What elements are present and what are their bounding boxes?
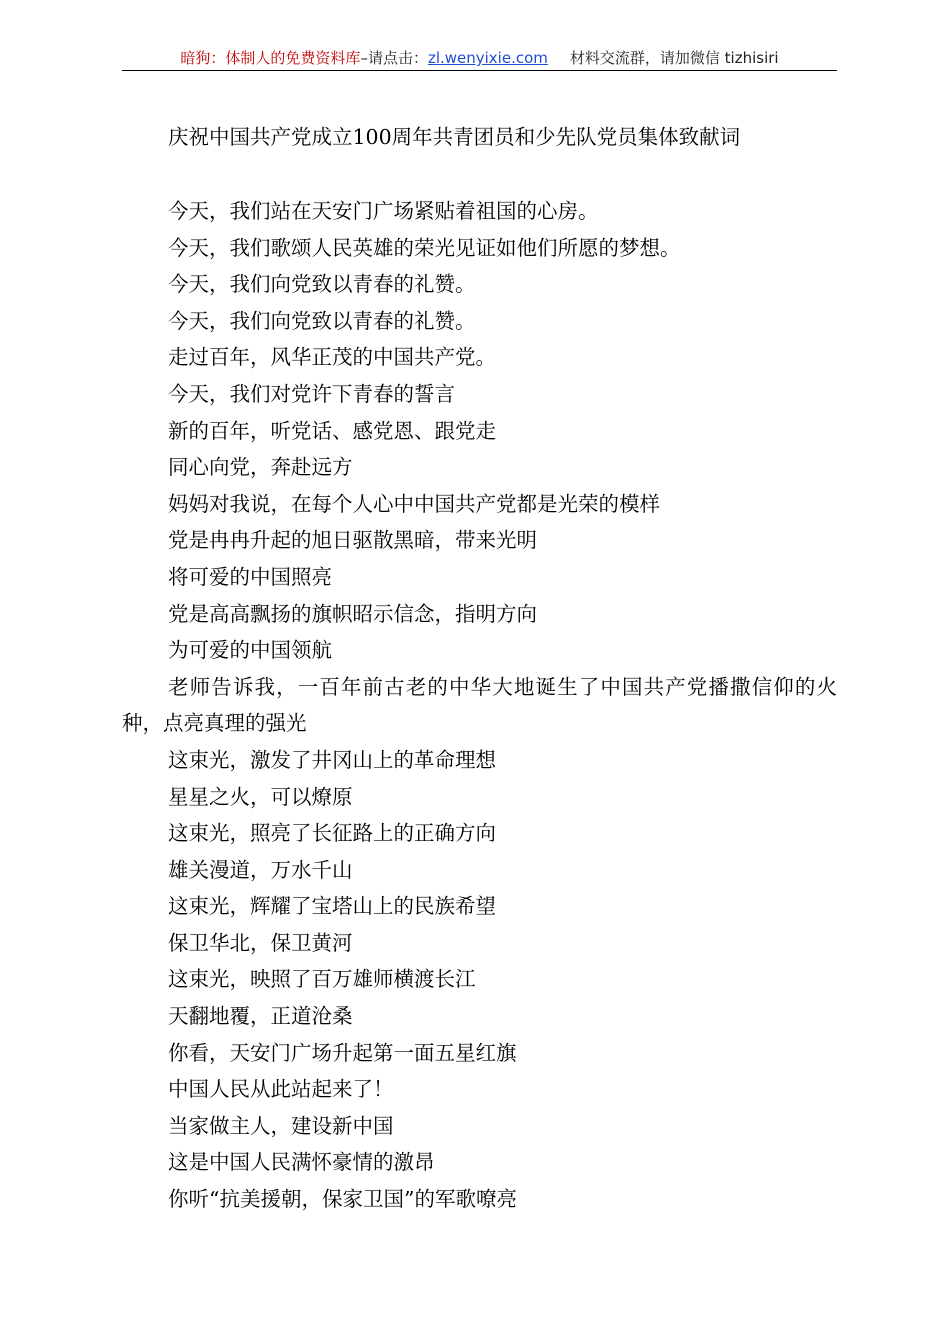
- body-line: 保卫华北，保卫黄河: [168, 930, 353, 955]
- body-line: 党是冉冉升起的旭日驱散黑暗，带来光明: [168, 528, 537, 553]
- body-line: 你看，天安门广场升起第一面五星红旗: [168, 1040, 517, 1065]
- body-line: 新的百年，听党话、感党恩、跟党走: [168, 418, 496, 443]
- body-line: 老师告诉我，一百年前古老的中华大地诞生了中国共产党播撒信仰的火种，点亮真理的强光: [122, 674, 837, 736]
- body-line: 同心向党，奔赴远方: [168, 455, 353, 480]
- header-prompt: –请点击：: [360, 49, 428, 67]
- body-line: 这是中国人民满怀豪情的激昂: [168, 1150, 435, 1175]
- body-line: 星星之火，可以燎原: [168, 784, 353, 809]
- body-line: 雄关漫道，万水千山: [168, 857, 353, 882]
- body-line: 今天，我们站在天安门广场紧贴着祖国的心房。: [168, 199, 599, 223]
- page-header: [122, 47, 837, 71]
- header-divider: [122, 70, 837, 71]
- body-line: 中国人民从此站起来了！: [168, 1077, 394, 1102]
- body-line: 今天，我们对党许下青春的誓言: [168, 381, 455, 406]
- document-title: 庆祝中国共产党成立100周年共青团员和少先队党员集体致献词: [168, 125, 741, 149]
- body-line: 这束光，映照了百万雄师横渡长江: [168, 967, 476, 992]
- body-line: 今天，我们向党致以青春的礼赞。: [168, 308, 476, 333]
- header-link[interactable]: zl.wenyixie.com: [427, 49, 548, 67]
- body-line: 这束光，照亮了长征路上的正确方向: [168, 821, 496, 846]
- body-line: 天翻地覆，正道沧桑: [168, 1004, 353, 1029]
- body-line: 这束光，激发了井冈山上的革命理想: [168, 747, 496, 772]
- header-brand: 暗狗：体制人的免费资料库: [180, 49, 361, 67]
- body-line: 走过百年，风华正茂的中国共产党。: [168, 345, 496, 370]
- document-body: [122, 193, 837, 1218]
- body-line: 今天，我们向党致以青春的礼赞。: [168, 272, 476, 297]
- body-line: 将可爱的中国照亮: [168, 564, 332, 589]
- header-group-info: 材料交流群，请加微信 tizhisiri: [569, 49, 779, 67]
- body-line: 党是高高飘扬的旗帜昭示信念，指明方向: [168, 601, 537, 626]
- body-line: 为可爱的中国领航: [168, 638, 332, 663]
- body-line: 你听“抗美援朝，保家卫国”的军歌嘹亮: [168, 1187, 517, 1212]
- body-line: 当家做主人，建设新中国: [168, 1113, 394, 1138]
- body-line: 这束光，辉耀了宝塔山上的民族希望: [168, 894, 496, 919]
- body-line: 今天，我们歌颂人民英雄的荣光见证如他们所愿的梦想。: [168, 235, 681, 260]
- body-line: 妈妈对我说，在每个人心中中国共产党都是光荣的模样: [168, 491, 660, 516]
